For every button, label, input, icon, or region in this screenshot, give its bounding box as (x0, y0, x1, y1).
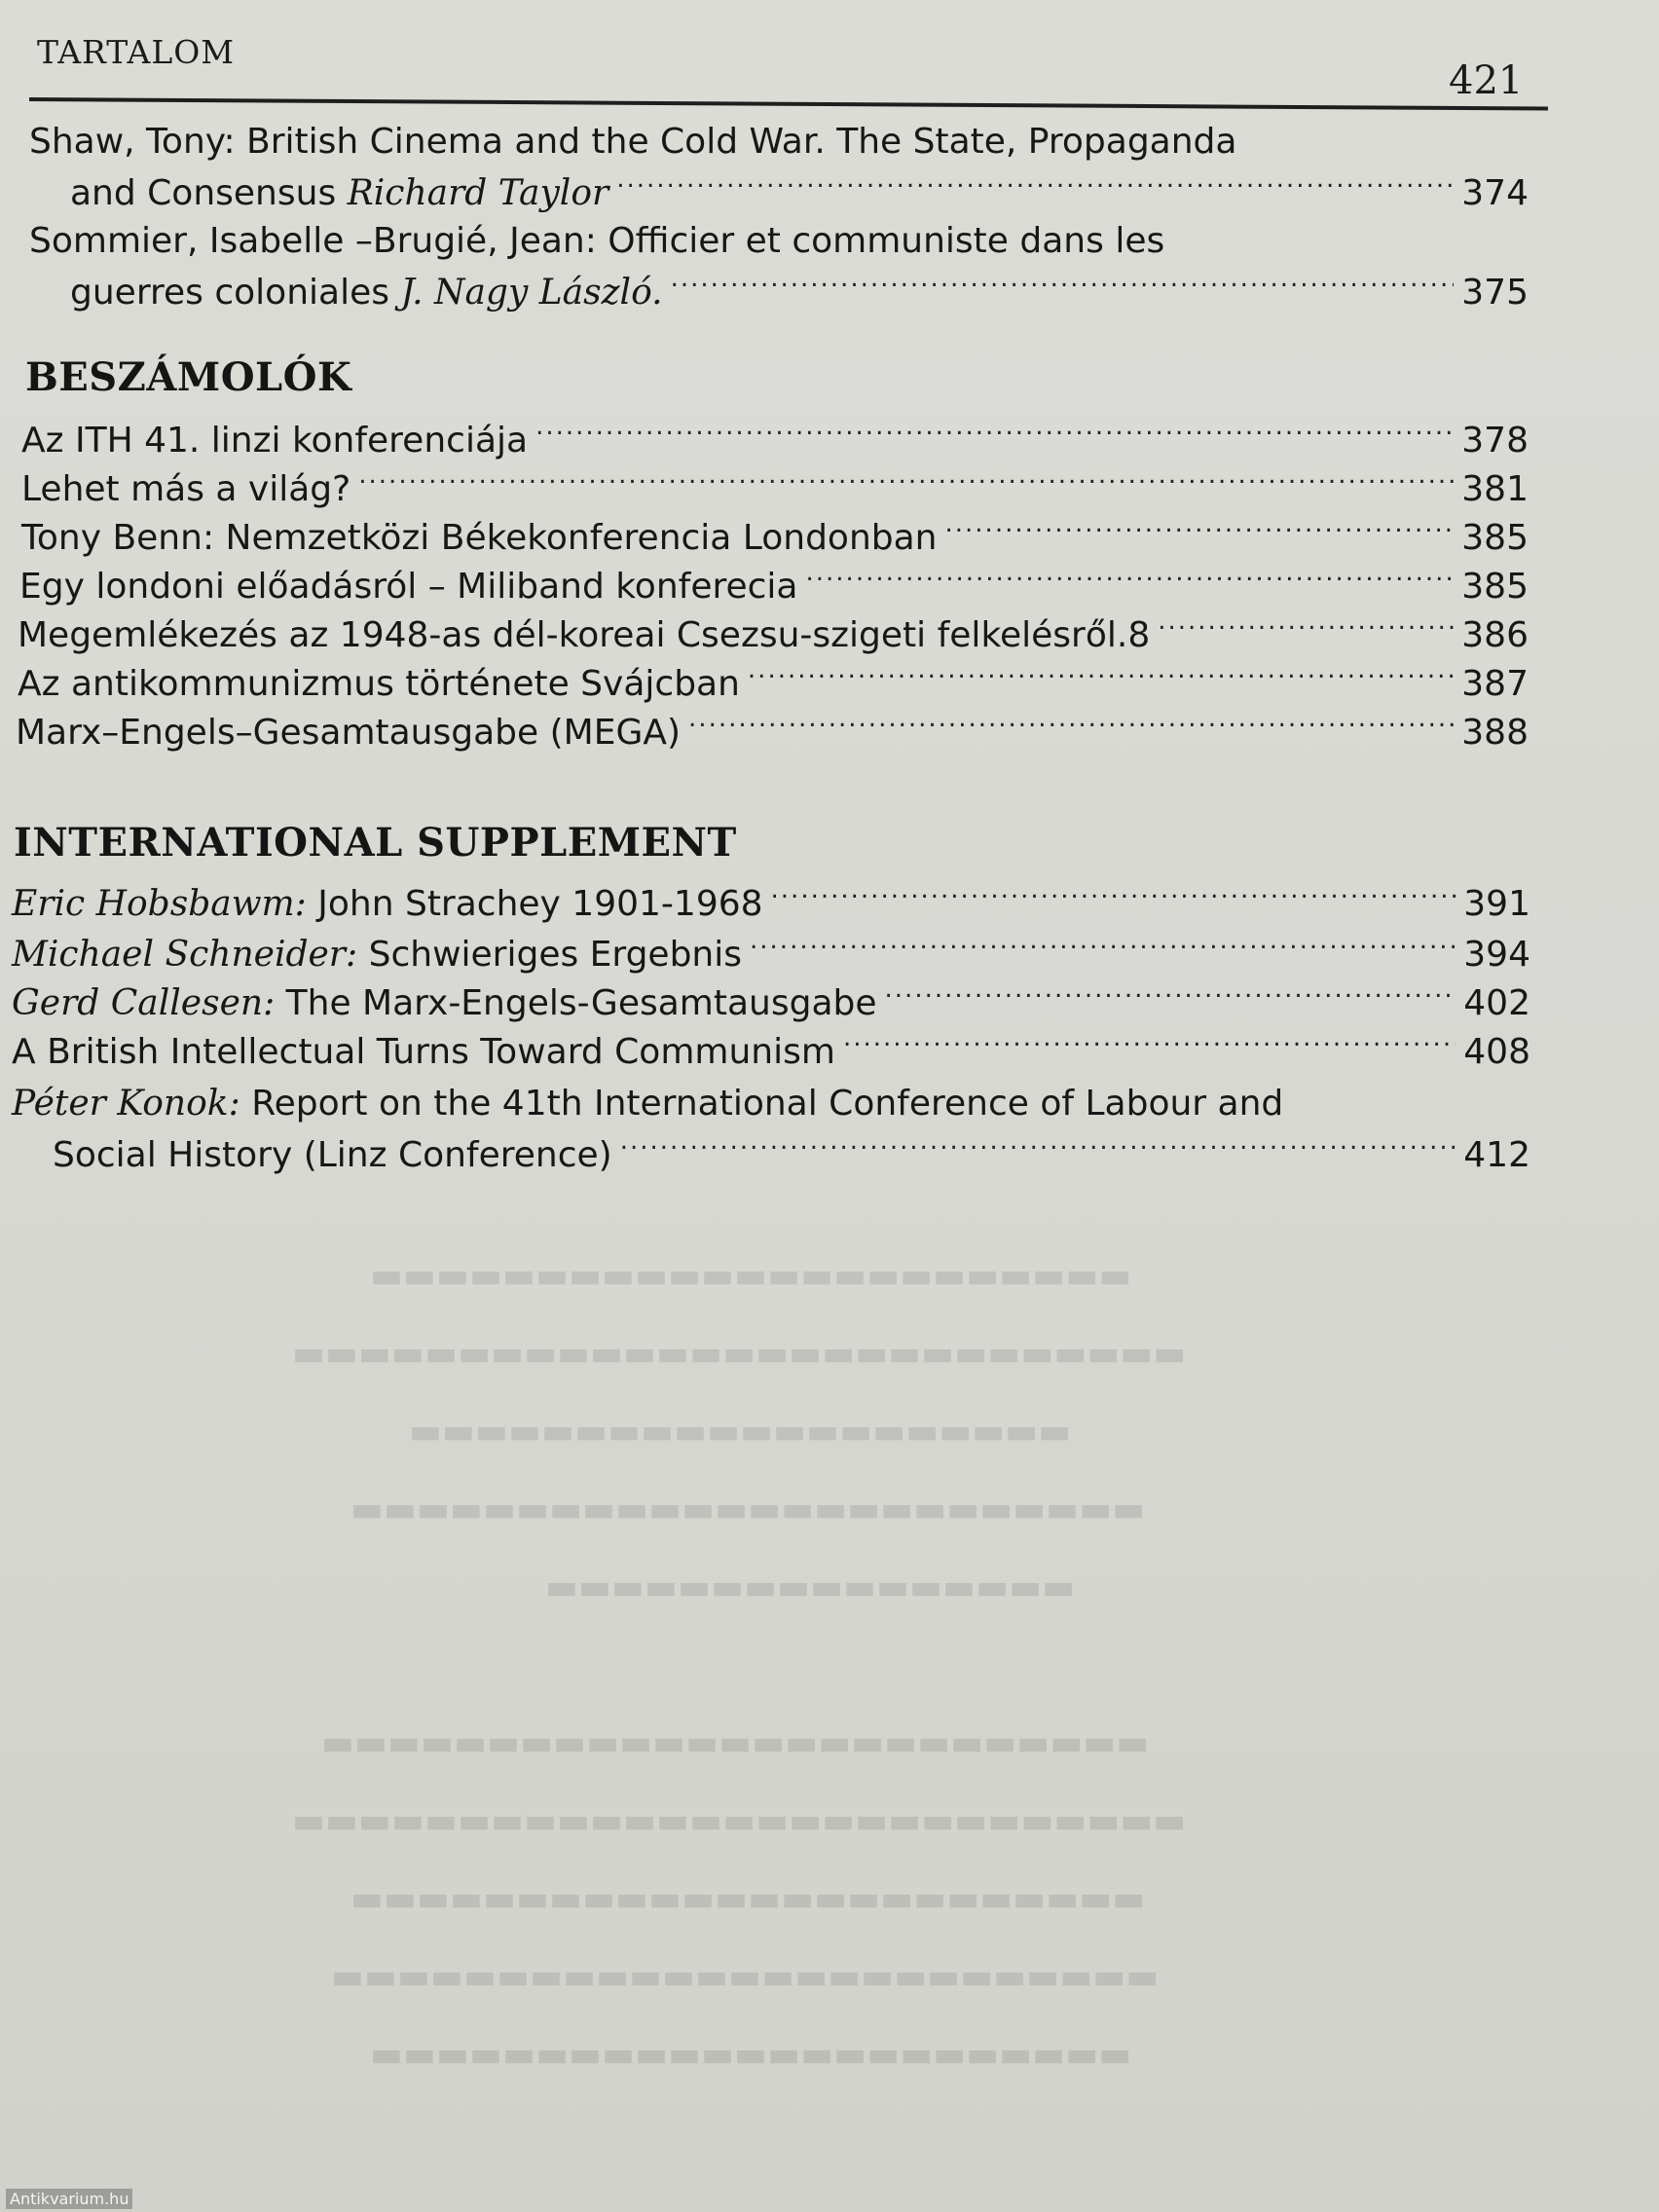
entry-page-number: 374 (1461, 173, 1529, 213)
section-heading-beszamolok: BESZÁMOLÓK (25, 354, 352, 400)
entry-page-number: 412 (1463, 1135, 1530, 1175)
entry-page-number: 381 (1461, 469, 1529, 509)
entry-reviewer: Richard Taylor (347, 173, 609, 213)
entry-title-line: Report on the 41th International Conference of Labour and (251, 1084, 1284, 1124)
site-watermark: Antikvarium.hu (6, 2189, 132, 2209)
bleed-through-text: ▬▬▬▬▬▬▬▬▬▬▬▬▬▬▬▬▬▬▬▬▬▬▬▬▬ (331, 1957, 1160, 1997)
entry-page-number: 408 (1463, 1032, 1530, 1072)
section-heading-international-supplement: INTERNATIONAL SUPPLEMENT (14, 820, 737, 866)
entry-reviewer: J. Nagy László. (400, 273, 663, 313)
bleed-through-text: ▬▬▬▬▬▬▬▬▬▬▬▬▬▬▬▬▬▬▬▬▬▬▬▬▬▬▬ (292, 1801, 1187, 1841)
entry-page-number: 378 (1461, 421, 1529, 461)
entry-title: John Strachey 1901-1968 (317, 884, 763, 924)
toc-entry (18, 608, 1529, 659)
leader-dots (806, 559, 1455, 598)
header-rule (29, 97, 1548, 111)
entry-author: Eric Hobsbawm: (12, 884, 307, 924)
entry-title-line: and Consensus (70, 173, 337, 213)
toc-entry (19, 559, 1529, 610)
entry-title: Az ITH 41. linzi konferenciája (21, 421, 529, 461)
leader-dots (535, 413, 1454, 452)
entry-title: Az antikommunizmus története Svájcban (18, 664, 740, 704)
toc-entry (21, 413, 1529, 464)
leader-dots (748, 656, 1454, 695)
entry-title: Megemlékezés az 1948-as dél-koreai Csezsu-szigeti felkelésről.8 (18, 615, 1151, 655)
entry-title-line: Sommier, Isabelle –Brugié, Jean: Officier et communiste dans les (29, 221, 1165, 261)
leader-dots (616, 166, 1454, 204)
leader-dots (620, 1127, 1456, 1166)
toc-entry (21, 510, 1529, 562)
bleed-through-text: ▬▬▬▬▬▬▬▬▬▬▬▬▬▬▬▬▬▬▬▬▬▬▬▬ (350, 1879, 1146, 1919)
entry-page-number: 394 (1463, 935, 1530, 975)
leader-dots (843, 1024, 1456, 1063)
entry-page-number: 391 (1463, 884, 1530, 924)
entry-title: A British Intellectual Turns Toward Communism (12, 1032, 835, 1072)
entry-title: Lehet más a világ? (21, 469, 351, 509)
toc-entry-konok (12, 1081, 1530, 1179)
entry-title-line: guerres coloniales (70, 273, 389, 313)
leader-dots (671, 265, 1455, 304)
entry-author: Michael Schneider: (12, 935, 358, 975)
entry-page-number: 385 (1461, 567, 1529, 607)
entry-title-line: Social History (Linz Conference) (53, 1135, 612, 1175)
entry-title: Tony Benn: Nemzetközi Békekonferencia Londonban (21, 518, 938, 558)
entry-page-number: 402 (1463, 983, 1530, 1023)
leader-dots (688, 705, 1454, 744)
leader-dots (771, 876, 1456, 915)
running-title: TARTALOM (37, 33, 236, 71)
entry-title: Schwieriges Ergebnis (368, 935, 743, 975)
bleed-through-text: ▬▬▬▬▬▬▬▬▬▬▬▬▬▬▬▬▬▬▬▬▬▬▬ (370, 1256, 1132, 1296)
leader-dots (750, 927, 1456, 966)
entry-page-number: 388 (1461, 713, 1529, 753)
toc-entry (18, 656, 1529, 708)
leader-dots (1158, 608, 1454, 646)
bleed-through-text: ▬▬▬▬▬▬▬▬▬▬▬▬▬▬▬▬▬▬▬▬ (409, 1412, 1072, 1452)
entry-title: Egy londoni előadásról – Miliband konferecia (19, 567, 798, 607)
toc-entry (12, 1024, 1530, 1076)
bleed-through-text: ▬▬▬▬▬▬▬▬▬▬▬▬▬▬▬▬ (545, 1567, 1076, 1607)
toc-entry-shaw (29, 119, 1529, 217)
entry-page-number: 387 (1461, 664, 1529, 704)
entry-page-number: 385 (1461, 518, 1529, 558)
entry-author: Péter Konok: (12, 1084, 240, 1124)
toc-entry-sommier (29, 218, 1529, 316)
toc-entry (12, 976, 1530, 1027)
toc-entry (12, 927, 1530, 978)
entry-page-number: 375 (1461, 273, 1529, 313)
page-number: 421 (1449, 58, 1524, 103)
toc-entry (21, 461, 1529, 513)
toc-entry (12, 876, 1530, 928)
entry-page-number: 386 (1461, 615, 1529, 655)
bleed-through-text: ▬▬▬▬▬▬▬▬▬▬▬▬▬▬▬▬▬▬▬▬▬▬▬ (370, 2035, 1132, 2075)
bleed-through-text: ▬▬▬▬▬▬▬▬▬▬▬▬▬▬▬▬▬▬▬▬▬▬▬▬▬▬▬ (292, 1334, 1187, 1374)
leader-dots (885, 976, 1456, 1014)
toc-entry (16, 705, 1529, 756)
leader-dots (358, 461, 1454, 500)
entry-title-line: Shaw, Tony: British Cinema and the Cold War. The State, Propaganda (29, 122, 1237, 162)
entry-title: The Marx-Engels-Gesamtausgabe (285, 983, 877, 1023)
bleed-through-text: ▬▬▬▬▬▬▬▬▬▬▬▬▬▬▬▬▬▬▬▬▬▬▬▬▬ (321, 1723, 1150, 1763)
entry-author: Gerd Callesen: (12, 983, 276, 1023)
entry-title: Marx–Engels–Gesamtausgabe (MEGA) (16, 713, 682, 753)
bleed-through-text: ▬▬▬▬▬▬▬▬▬▬▬▬▬▬▬▬▬▬▬▬▬▬▬▬ (350, 1490, 1146, 1530)
leader-dots (945, 510, 1455, 549)
